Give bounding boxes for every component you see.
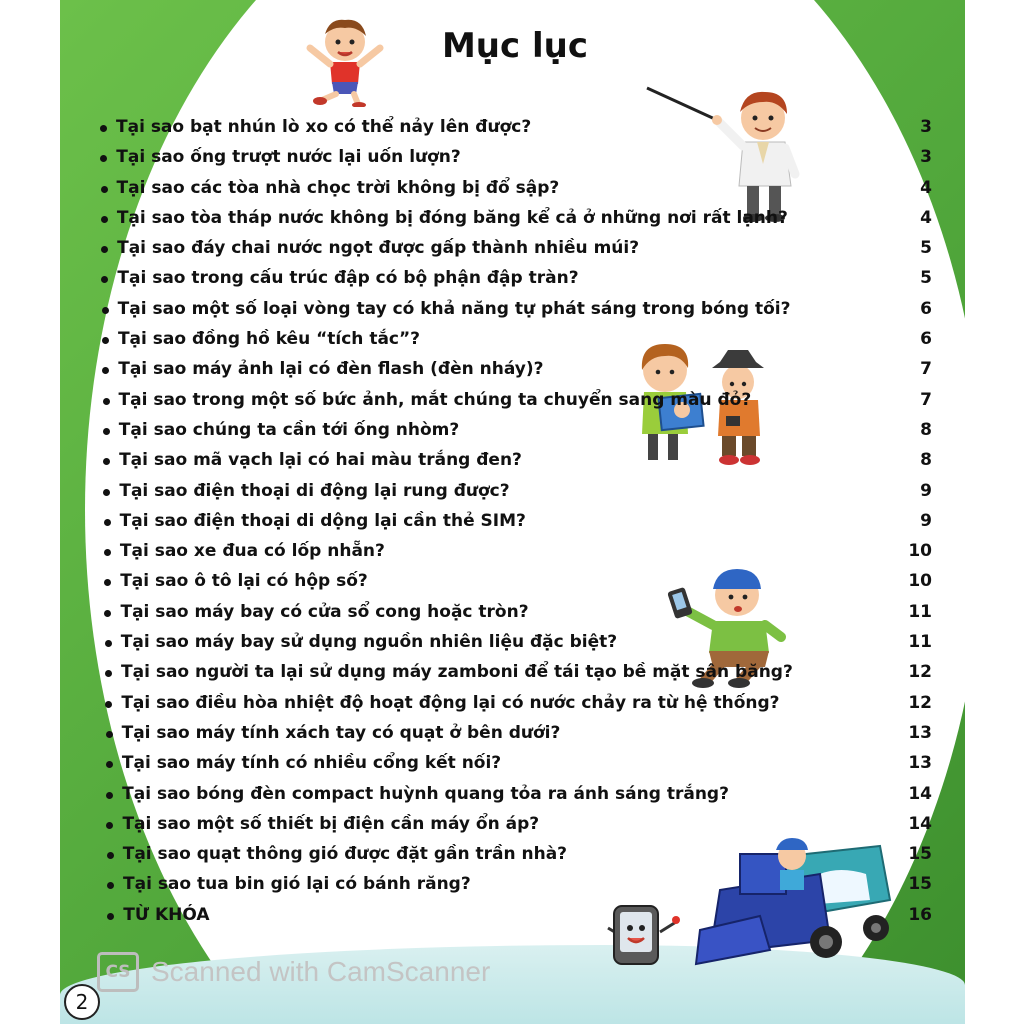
toc-entry-title: Tại sao các tòa nhà chọc trời không bị đổ sập?: [116, 177, 560, 198]
bullet-icon: [103, 458, 110, 465]
bullet-icon: [103, 489, 110, 496]
toc-entry-page: 6: [920, 329, 932, 350]
left-margin: [0, 0, 60, 1024]
toc-entry: [105, 657, 940, 687]
toc-entry-page: 15: [908, 844, 932, 865]
toc-entry: [104, 597, 940, 627]
toc-entry: [107, 839, 940, 869]
toc-entry: [101, 173, 940, 203]
toc-entry-title: Tại sao máy bay có cửa sổ cong hoặc tròn?: [120, 601, 529, 622]
toc-entry-page: 5: [920, 238, 932, 259]
toc-entry-page: 5: [920, 268, 932, 289]
toc-entry-title: Tại sao tua bin gió lại có bánh răng?: [123, 874, 471, 895]
toc-entry: [103, 385, 940, 415]
toc-entry: [105, 627, 940, 657]
bullet-icon: [100, 155, 107, 162]
toc-entry-page: 10: [908, 571, 932, 592]
toc-entry: [104, 566, 940, 596]
toc-entry: [103, 445, 940, 475]
bullet-icon: [102, 367, 109, 374]
toc-entry: [100, 142, 940, 172]
toc-entry-page: 3: [920, 117, 932, 137]
toc-entry-title: Tại sao điện thoại di động lại rung được?: [119, 480, 510, 501]
toc-entry-title: Tại sao máy tính xách tay có quạt ở bên dưới?: [121, 722, 561, 743]
jumping-boy-illustration: [300, 12, 390, 107]
bullet-icon: [102, 307, 109, 314]
toc-entry-title: Tại sao người ta lại sử dụng máy zamboni để tái tạo bề mặt sân băng?: [121, 662, 793, 683]
toc-entry: [102, 324, 940, 354]
bullet-icon: [106, 761, 113, 768]
toc-entry-page: 16: [908, 904, 932, 925]
toc-entry-page: 12: [908, 662, 932, 683]
bullet-icon: [106, 792, 113, 799]
toc-entry: [101, 203, 940, 233]
bullet-icon: [103, 428, 110, 435]
toc-entry-page: 7: [920, 389, 932, 410]
toc-entry-page: 13: [908, 753, 932, 774]
toc-entry: [107, 869, 940, 899]
page-title: Mục lục: [441, 26, 589, 66]
toc-entry-title: Tại sao một số loại vòng tay có khả năng tự phát sáng trong bóng tối?: [117, 298, 791, 319]
toc-entry-title: Tại sao mã vạch lại có hai màu trắng đen?: [119, 450, 522, 471]
bullet-icon: [104, 579, 111, 586]
toc-entry: [106, 779, 940, 809]
bullet-icon: [103, 398, 110, 405]
bullet-icon: [105, 670, 112, 677]
toc-entry: [103, 476, 940, 506]
toc-entry-title: Tại sao đáy chai nước ngọt được gấp thành nhiều múi?: [117, 238, 640, 259]
toc-entry-title: TỪ KHÓA: [123, 904, 210, 925]
toc-entry-page: 7: [920, 359, 932, 380]
toc-entry-page: 8: [920, 419, 932, 440]
bullet-icon: [106, 731, 113, 738]
toc-entry-page: 15: [908, 874, 932, 895]
toc-entry-title: Tại sao đồng hồ kêu “tích tắc”?: [117, 329, 421, 350]
toc-entry-page: 13: [908, 722, 932, 743]
toc-entry-title: Tại sao điều hòa nhiệt độ hoạt động lại có nước chảy ra từ hệ thống?: [121, 692, 780, 713]
bullet-icon: [104, 549, 111, 556]
bullet-icon: [101, 276, 108, 283]
bullet-icon: [101, 246, 108, 253]
watermark-text: Scanned with CamScanner: [151, 956, 491, 987]
toc-entry: [101, 233, 940, 263]
toc-entry: [106, 748, 940, 778]
toc-entry-page: 14: [908, 783, 932, 804]
toc-entry-title: Tại sao máy bay sử dụng nguồn nhiên liệu đặc biệt?: [120, 632, 618, 653]
toc-entry: [106, 809, 940, 839]
toc-entry-title: Tại sao xe đua có lốp nhẵn?: [119, 541, 385, 562]
toc-entry-page: 11: [908, 632, 932, 653]
camscanner-logo-icon: CS: [97, 952, 139, 992]
toc-entry-page: 4: [920, 177, 932, 198]
toc-entry: [101, 263, 940, 293]
bullet-icon: [106, 822, 113, 829]
bullet-icon: [104, 610, 111, 617]
toc-entry: [102, 294, 940, 324]
toc-entry-title: Tại sao bạt nhún lò xo có thể nảy lên được?: [116, 117, 532, 137]
toc-entry: [103, 415, 940, 445]
toc-entry-title: Tại sao ống trượt nước lại uốn lượn?: [116, 147, 461, 168]
toc-entry-title: Tại sao bóng đèn compact huỳnh quang tỏa ra ánh sáng trắng?: [122, 783, 729, 804]
toc-entry: [104, 506, 940, 536]
bullet-icon: [104, 519, 111, 526]
toc-entry: [102, 354, 940, 384]
toc-entry-page: 12: [908, 692, 932, 713]
bullet-icon: [100, 125, 107, 132]
toc-entry-title: Tại sao ô tô lại có hộp số?: [120, 571, 368, 592]
toc-entry-page: 4: [920, 207, 932, 228]
toc-entry: [100, 112, 940, 142]
toc-entry-page: 8: [920, 450, 932, 471]
toc-entry-title: Tại sao máy ảnh lại có đèn flash (đèn nháy)?: [118, 359, 544, 380]
toc-entry-page: 9: [920, 510, 932, 531]
toc-entry-page: 3: [920, 147, 932, 168]
toc-entry-title: Tại sao điện thoại di dộng lại cần thẻ SIM?: [119, 510, 526, 531]
toc-entry-title: Tại sao máy tính có nhiều cổng kết nối?: [121, 753, 502, 774]
bullet-icon: [102, 337, 109, 344]
toc-entry-title: Tại sao một số thiết bị điện cần máy ổn áp?: [122, 813, 540, 834]
toc-entry: [107, 900, 940, 930]
bullet-icon: [107, 882, 114, 889]
toc-entry-title: Tại sao chúng ta cần tới ống nhòm?: [118, 419, 460, 440]
bullet-icon: [101, 186, 108, 193]
bullet-icon: [101, 216, 108, 223]
table-of-contents: [100, 112, 940, 930]
page-number: 2: [64, 984, 100, 1020]
toc-entry-page: 6: [920, 298, 932, 319]
bullet-icon: [107, 913, 114, 920]
camscanner-watermark: [97, 952, 490, 992]
bullet-icon: [105, 640, 112, 647]
toc-entry-page: 14: [908, 813, 932, 834]
toc-entry-title: Tại sao trong cấu trúc đập có bộ phận đập tràn?: [117, 268, 579, 289]
toc-entry: [106, 718, 940, 748]
bullet-icon: [107, 852, 114, 859]
toc-entry: [105, 688, 940, 718]
right-margin: [965, 0, 1024, 1024]
toc-entry-title: Tại sao quạt thông gió được đặt gần trần nhà?: [122, 844, 568, 865]
bullet-icon: [105, 701, 112, 708]
toc-entry-page: 9: [920, 480, 932, 501]
toc-entry-page: 11: [908, 601, 932, 622]
toc-entry-page: 10: [908, 541, 932, 562]
toc-entry: [104, 536, 940, 566]
toc-entry-title: Tại sao tòa tháp nước không bị đóng băng kể cả ở những nơi rất lạnh?: [116, 207, 788, 228]
toc-entry-title: Tại sao trong một số bức ảnh, mắt chúng ta chuyển sang màu đỏ?: [118, 389, 752, 410]
